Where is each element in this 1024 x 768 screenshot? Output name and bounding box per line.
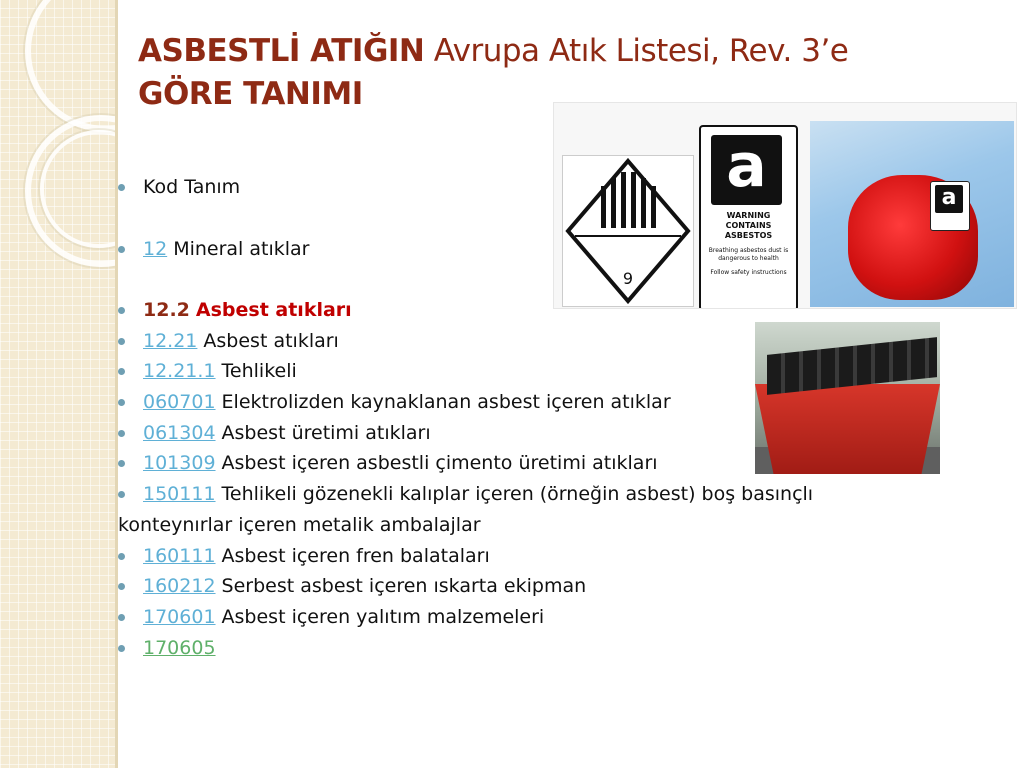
warning-line: CONTAINS: [725, 221, 772, 230]
bullet-icon: [118, 307, 125, 314]
bullet-icon: [118, 430, 125, 437]
list-desc: Asbest atıkları: [195, 299, 352, 321]
code-link[interactable]: 170601: [143, 606, 216, 628]
list-desc: Mineral atıklar: [173, 238, 310, 260]
list-item: [118, 602, 898, 633]
decorative-ring: [25, 0, 115, 132]
bullet-icon: [118, 399, 125, 406]
title-bold: ASBESTLİ ATIĞIN: [138, 33, 425, 69]
list-item: [118, 479, 898, 541]
list-desc: Asbest içeren yalıtım malzemeleri: [221, 606, 545, 628]
list-desc: Asbest içeren asbestli çimento üretimi atıkları: [221, 452, 658, 474]
code-link[interactable]: 150111: [143, 483, 216, 505]
code-link[interactable]: 12.21: [143, 330, 198, 352]
bullet-icon: [118, 246, 125, 253]
code-link[interactable]: 12: [143, 238, 168, 260]
bullet-icon: [118, 553, 125, 560]
bag-label: [930, 181, 970, 231]
code-link[interactable]: 061304: [143, 422, 216, 444]
code-link[interactable]: 160212: [143, 575, 216, 597]
hazard-class-9-sign: [562, 155, 694, 307]
list-item: [118, 571, 898, 602]
list-desc: Tehlikeli gözenekli kalıplar içeren (örneğin asbest) boş basınçlı: [221, 483, 814, 505]
waste-skip-photo: [755, 322, 940, 474]
warning-line: ASBESTOS: [724, 231, 773, 240]
code-link[interactable]: 12.21.1: [143, 360, 216, 382]
list-desc: Asbest atıkları: [203, 330, 339, 352]
title-line2: GÖRE TANIMI: [138, 76, 363, 112]
hazard-diamond-icon: [563, 156, 693, 306]
bullet-icon: [118, 491, 125, 498]
warning-text: [705, 211, 792, 277]
hazard-class-number: 9: [622, 269, 634, 288]
list-desc: Tehlikeli: [221, 360, 297, 382]
list-desc: Asbest üretimi atıkları: [221, 422, 431, 444]
asbestos-waste-bag-photo: [810, 121, 1014, 307]
bullet-icon: [118, 368, 125, 375]
code-link[interactable]: 160111: [143, 545, 216, 567]
asbestos-a-logo: a: [711, 135, 782, 205]
hazard-labels-image: [553, 102, 1017, 309]
asbestos-a-logo: a: [935, 185, 963, 213]
asbestos-warning-label: [699, 125, 798, 309]
list-desc: Asbest içeren fren balataları: [221, 545, 490, 567]
bullet-icon: [118, 614, 125, 621]
list-desc: Serbest asbest içeren ıskarta ekipman: [221, 575, 587, 597]
warning-line: WARNING: [726, 211, 771, 220]
code-link[interactable]: 170605: [143, 637, 216, 659]
code-link[interactable]: 101309: [143, 452, 216, 474]
warning-small-text: Breathing asbestos dust is dangerous to health: [708, 247, 789, 262]
decorative-side-panel: [0, 0, 115, 768]
bullet-icon: [118, 645, 125, 652]
warning-small-text: Follow safety instructions: [710, 269, 787, 276]
list-desc: Kod Tanım: [143, 176, 241, 198]
bullet-icon: [118, 184, 125, 191]
red-skip-container: [755, 384, 940, 474]
bullet-icon: [118, 338, 125, 345]
list-item: [118, 633, 898, 664]
code-label: 12.2: [143, 299, 190, 321]
title-normal: Avrupa Atık Listesi, Rev. 3’e: [433, 33, 849, 69]
code-link[interactable]: 060701: [143, 391, 216, 413]
list-item: [118, 541, 898, 572]
bullet-icon: [118, 583, 125, 590]
list-desc-continued: konteynırlar içeren metalik ambalajlar: [118, 514, 481, 536]
bullet-icon: [118, 460, 125, 467]
list-desc: Elektrolizden kaynaklanan asbest içeren atıklar: [221, 391, 671, 413]
